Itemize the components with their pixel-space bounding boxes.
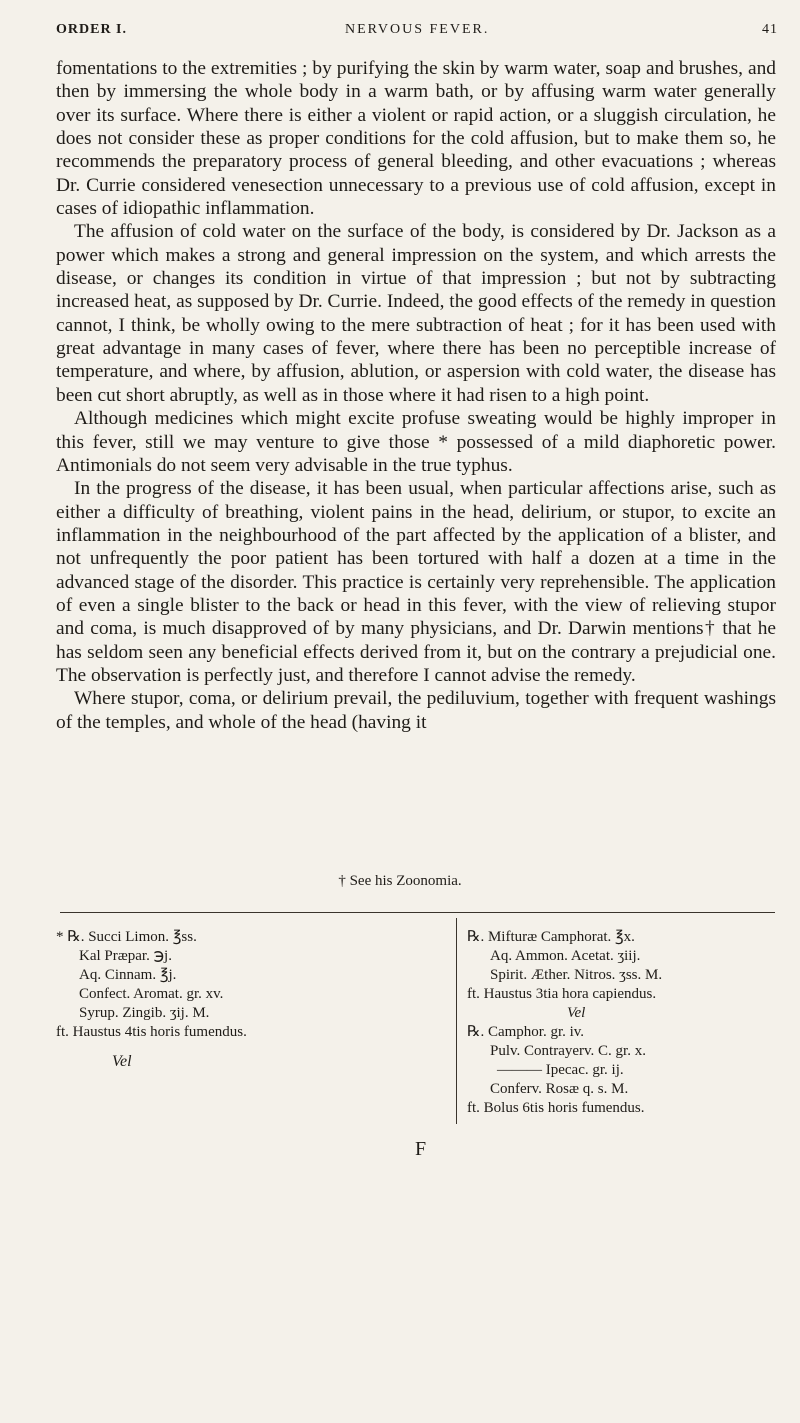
main-text: [56, 57, 776, 734]
prescription-left: [56, 928, 436, 1071]
column-divider: [456, 918, 457, 1124]
rx-line: Syrup. Zingib. ʒij. M.: [79, 1005, 210, 1021]
running-header: [56, 22, 778, 46]
rx-line: ——— Ipecac. gr. ij.: [497, 1062, 624, 1078]
header-title: NERVOUS FEVER.: [345, 22, 490, 37]
paragraph: In the progress of the disease, it has been usual, when particular affections arise, such as either a difficulty of breathing, violent pains in the head, delirium, or stupor, to excite an inflammation in the neighbourhood of the part affected by the application of a blister, and not unfrequently the poor patient has been tortured with half a dozen at a time in the advanced stage of the disorder. This practice is certainly very reprehensible. The application of even a single blister to the back or head in this fever, with the view of relieving stupor and coma, is much disapproved of by many physicians, and Dr. Darwin mentions† that he has seldom seen any beneficial effects derived from it, but on the contrary a prejudicial one. The observation is perfectly just, and therefore I cannot advise the remedy.: [56, 478, 776, 686]
footnote-zoonomia: † See his Zoonomia.: [338, 873, 462, 889]
paragraph: Although medicines which might excite profuse sweating would be highly improper in this fever, still we may venture to give those * possessed of a mild diaphoretic power. Antimonials do not seem very advisable in the true typhus.: [56, 408, 776, 476]
signature-mark: F: [415, 1138, 427, 1160]
rx-line: Aq. Cinnam. ℥j.: [79, 967, 177, 983]
rx-line: ft. Haustus 3tia hora capiendus.: [467, 986, 657, 1002]
prescription-right: [467, 928, 787, 1118]
paragraph: fomentations to the extremities ; by purifying the skin by warm water, soap and brushes, and then by immersing the whole body in a warm bath, or by affusing warm water generally over its surface. Where there is either a violent or rapid action, or a sluggish circulation, he does not consider these as proper conditions for the cold affusion, but to make them so, he recommends the preparatory process of general bleeding, and other evacuations ; whereas Dr. Currie considered venesection unnecessary to a previous use of cold affusion, except in cases of idiopathic inflammation.: [56, 58, 776, 220]
rx-vel: Vel: [567, 1005, 586, 1021]
rx-line: Conferv. Rosæ q. s. M.: [490, 1081, 629, 1097]
rx-line: Aq. Ammon. Acetat. ʒiij.: [490, 948, 641, 964]
rx-line: ℞. Mifturæ Camphorat. ℥x.: [467, 929, 635, 945]
page-number: 41: [762, 22, 778, 37]
rx-line: Pulv. Contrayerv. C. gr. x.: [490, 1043, 646, 1059]
rx-vel: Vel: [112, 1053, 132, 1070]
rx-line: ft. Haustus 4tis horis fumendus.: [56, 1024, 247, 1040]
footnote-rule: [60, 912, 775, 913]
paragraph: Where stupor, coma, or delirium prevail, the pediluvium, together with frequent washings of the temples, and whole of the head (having it: [56, 688, 776, 733]
header-order: ORDER I.: [56, 22, 128, 37]
rx-line: Spirit. Æther. Nitros. ʒss. M.: [490, 967, 663, 983]
rx-line: Kal Præpar. ℈j.: [79, 948, 172, 964]
rx-line: ℞. Camphor. gr. iv.: [467, 1024, 585, 1040]
rx-line: Confect. Aromat. gr. xv.: [79, 986, 224, 1002]
rx-line: * ℞. Succi Limon. ℥ss.: [56, 929, 197, 945]
rx-line: ft. Bolus 6tis horis fumendus.: [467, 1100, 645, 1116]
paragraph: The affusion of cold water on the surface of the body, is considered by Dr. Jackson as a power which makes a strong and general impression on the system, and which arrests the disease, or changes its condition in virtue of that impression ; but not by subtracting increased heat, as supposed by Dr. Currie. Indeed, the good effects of the remedy in question cannot, I think, be wholly owing to the mere subtraction of heat ; for it has been used with great advantage in many cases of fever, where there has been no perceptible increase of temperature, and where, by affusion, ablution, or aspersion with cold water, the disease has been cut short abruptly, as well as in those where it had risen to a high point.: [56, 221, 776, 406]
